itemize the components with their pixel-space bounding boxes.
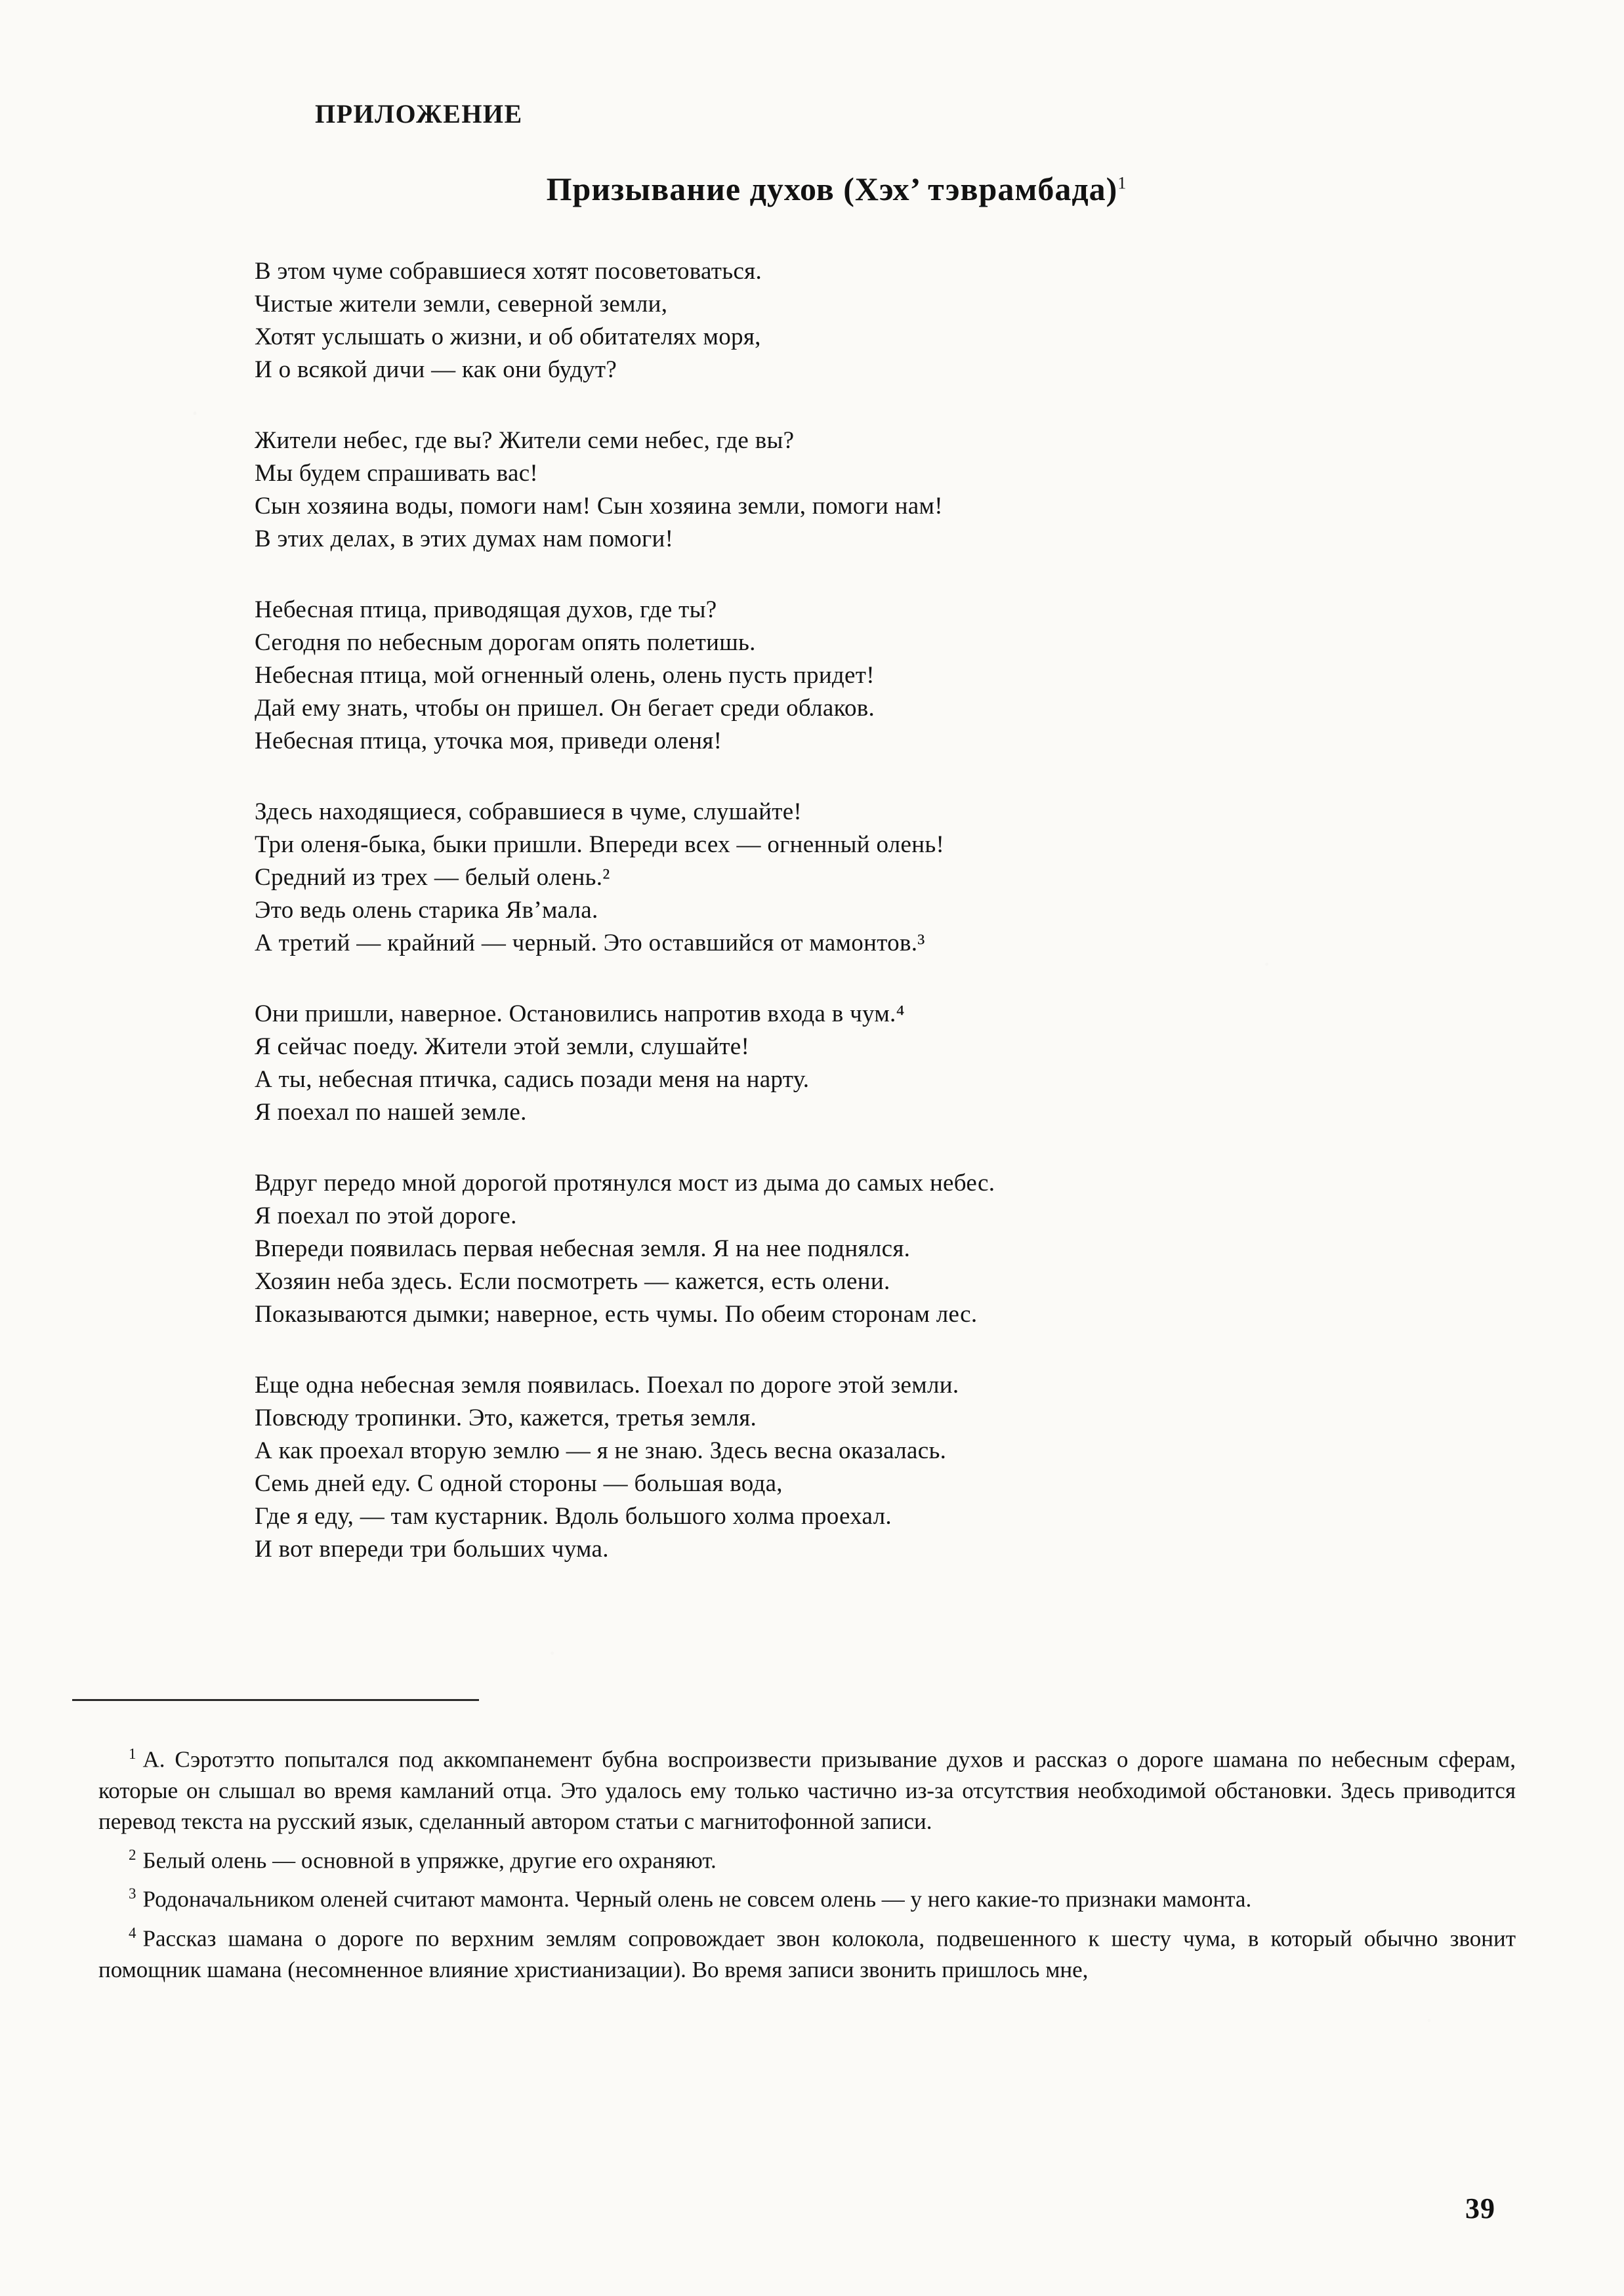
poem-line: Это ведь олень старика Яв’мала.: [255, 897, 598, 924]
poem-line: И о всякой дичи — как они будут?: [255, 356, 617, 383]
footnote: [98, 1917, 1516, 1985]
page-number: 39: [1465, 2192, 1495, 2224]
footnote-text: Рассказ шамана о дороге по верхним землям сопровождает звон колокола, подвешенного к шесту чума, в который обычно звонит помощник шамана (несомненное влияние христианизации). Во время записи звонить пришлось мне,: [98, 1925, 1516, 1982]
poem-line: В этих делах, в этих думах нам помоги!: [255, 525, 674, 552]
poem-line: Хозяин неба здесь. Если посмотреть — кажется, есть олени.: [255, 1268, 890, 1295]
appendix-label: ПРИЛОЖЕНИЕ: [315, 99, 523, 129]
poem-line: Я поехал по этой дороге.: [255, 1202, 517, 1229]
page-title-text: Призывание духов (Хэх’ тэврамбада): [546, 171, 1118, 207]
footnote: [98, 1738, 1516, 1837]
poem-line: А как проехал вторую землю — я не знаю. Здесь весна оказалась.: [255, 1437, 947, 1464]
footnote-text: Родоначальником оленей считают мамонта. Черный олень не совсем олень — у него какие-то признаки мамонта.: [142, 1886, 1252, 1912]
poem-line: Средний из трех — белый олень.²: [255, 864, 610, 891]
stanza: [255, 1167, 1476, 1331]
stanza: [255, 424, 1476, 556]
stanza: [255, 796, 1476, 960]
stanza: [255, 594, 1476, 758]
poem-line: И вот впереди три больших чума.: [255, 1536, 609, 1563]
poem-line: Небесная птица, приводящая духов, где ты?: [255, 596, 717, 623]
footnote-marker: 3: [129, 1885, 136, 1902]
stanza: [255, 1369, 1476, 1566]
title-footnote-marker: 1: [1117, 173, 1127, 193]
poem-line: Здесь находящиеся, собравшиеся в чуме, слушайте!: [255, 798, 802, 825]
poem-line: Они пришли, наверное. Остановились напротив входа в чум.⁴: [255, 1000, 905, 1027]
poem-line: Сегодня по небесным дорогам опять полетишь.: [255, 629, 756, 656]
poem-line: Показываются дымки; наверное, есть чумы. По обеим сторонам лес.: [255, 1301, 978, 1328]
footnote-separator: [72, 1699, 479, 1701]
footnotes-section: [98, 1738, 1516, 1988]
poem-line: В этом чуме собравшиеся хотят посоветоваться.: [255, 258, 762, 285]
footnote-marker: 2: [129, 1846, 136, 1863]
stanza: [255, 998, 1476, 1129]
poem-line: А ты, небесная птичка, садись позади меня на нарту.: [255, 1066, 810, 1093]
poem-line: Я поехал по нашей земле.: [255, 1099, 527, 1126]
poem-line: Где я еду, — там кустарник. Вдоль большого холма проехал.: [255, 1503, 892, 1530]
footnote-text: А. Сэротэтто попытался под аккомпанемент бубна воспроизвести призывание духов и рассказ о дороге шамана по небесным сферам, которые он слышал во время камланий отца. Это удалось ему только частично из-за отсутствия необходимой обстановки. Здесь приводится перевод текста на русский язык, сделанный автором статьи с магнитофонной записи.: [98, 1746, 1516, 1834]
footnote-text: Белый олень — основной в упряжке, другие его охраняют.: [142, 1847, 717, 1874]
page-content: [197, 98, 1476, 1604]
poem-line: Мы будем спрашивать вас!: [255, 460, 539, 487]
poem-line: Дай ему знать, чтобы он пришел. Он бегает среди облаков.: [255, 695, 875, 722]
poem-line: Впереди появилась первая небесная земля. Я на нее поднялся.: [255, 1235, 911, 1262]
poem-line: А третий — крайний — черный. Это оставшийся от мамонтов.³: [255, 930, 925, 956]
footnote-marker: 4: [129, 1924, 136, 1941]
stanza: [255, 255, 1476, 386]
poem-line: Я сейчас поеду. Жители этой земли, слушайте!: [255, 1033, 750, 1060]
poem-line: Жители небес, где вы? Жители семи небес, где вы?: [255, 427, 795, 454]
poem-line: Три оленя-быка, быки пришли. Впереди всех — огненный олень!: [255, 831, 945, 858]
poem-line: Хотят услышать о жизни, и об обитателях моря,: [255, 323, 761, 350]
footnote-marker: 1: [129, 1746, 136, 1762]
poem-line: Чистые жители земли, северной земли,: [255, 291, 668, 318]
page-title: [197, 170, 1476, 208]
poem-line: Еще одна небесная земля появилась. Поехал по дороге этой земли.: [255, 1372, 959, 1399]
poem-line: Небесная птица, уточка моя, приведи оленя!: [255, 728, 722, 754]
footnote: [98, 1839, 1516, 1876]
poem-line: Повсюду тропинки. Это, кажется, третья земля.: [255, 1404, 757, 1431]
poem-line: Семь дней еду. С одной стороны — большая вода,: [255, 1470, 783, 1497]
poem-line: Вдруг передо мной дорогой протянулся мост из дыма до самых небес.: [255, 1170, 995, 1197]
poem-line: Небесная птица, мой огненный олень, олень пусть придет!: [255, 662, 875, 689]
footnote: [98, 1878, 1516, 1915]
poem-line: Сын хозяина воды, помоги нам! Сын хозяина земли, помоги нам!: [255, 493, 943, 520]
poem-body: [255, 255, 1476, 1566]
